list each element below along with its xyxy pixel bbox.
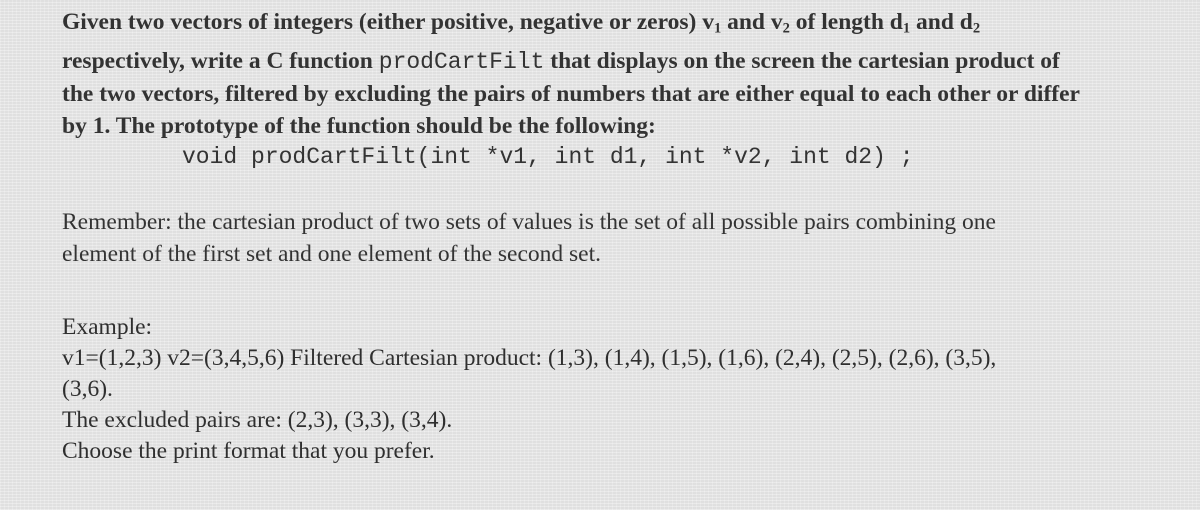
question-line-1-part-a: Given two vectors of integers (either positive, negative or zeros) v — [62, 9, 714, 35]
example-line-1: v1=(1,2,3) v2=(3,4,5,6) Filtered Cartesian product: (1,3), (1,4), (1,5), (1,6), (2,4), (2,5), (2,6), (3,5), — [62, 344, 997, 371]
example-print-format-note: Choose the print format that you prefer. — [62, 437, 435, 464]
subscript-d1: 1 — [902, 20, 911, 37]
example-section — [62, 312, 1162, 467]
example-line-2: (3,6). — [62, 375, 113, 402]
question-line-1-part-d: and d — [910, 9, 973, 35]
remember-note — [62, 206, 1162, 270]
question-line-2-part-b: that displays on the screen the cartesian product of — [544, 47, 1060, 74]
question-line-1-part-b: and v — [721, 9, 783, 35]
subscript-d2: 2 — [972, 20, 981, 37]
question-line-3: the two vectors, filtered by excluding the pairs of numbers that are either equal to each other or differ — [62, 80, 1080, 107]
remember-line-1: Remember: the cartesian product of two sets of values is the set of all possible pairs combining one — [62, 208, 996, 235]
question-line-1 — [62, 6, 1162, 45]
remember-line-2: element of the first set and one element of the second set. — [62, 240, 602, 267]
question-line-2 — [62, 45, 1162, 78]
subscript-v2: 2 — [782, 20, 790, 37]
question-line-4: by 1. The prototype of the function should be the following: — [62, 112, 656, 139]
function-name: prodCartFilt — [378, 48, 545, 75]
document — [62, 6, 1162, 467]
question-line-2-part-a: respectively, write a C function — [62, 47, 379, 74]
example-heading: Example: — [62, 313, 153, 340]
subscript-v1: 1 — [713, 20, 722, 37]
question-text — [62, 6, 1162, 142]
question-line-1-part-c: of length d — [789, 9, 903, 35]
example-excluded-pairs: The excluded pairs are: (2,3), (3,3), (3,4). — [62, 406, 453, 433]
function-prototype: void prodCartFilt(int *v1, int d1, int *v2, int d2) ; — [182, 143, 914, 170]
